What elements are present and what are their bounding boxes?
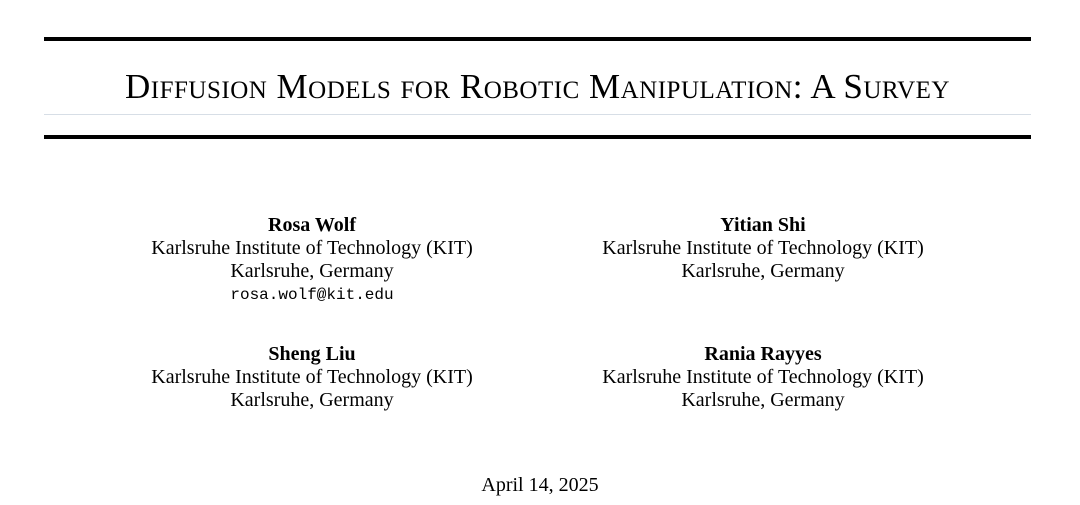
title-top-rule	[44, 37, 1031, 41]
title-underline	[44, 114, 1031, 115]
author-name: Yitian Shi	[720, 214, 806, 236]
author-email[interactable]: rosa.wolf@kit.edu	[230, 286, 394, 304]
author-block-yitian-shi	[553, 214, 973, 283]
author-block-sheng-liu	[102, 343, 522, 412]
author-affiliation: Karlsruhe Institute of Technology (KIT)	[602, 366, 924, 388]
author-affiliation: Karlsruhe Institute of Technology (KIT)	[151, 237, 473, 259]
author-location: Karlsruhe, Germany	[681, 260, 845, 282]
title-bottom-rule	[44, 135, 1031, 139]
author-affiliation: Karlsruhe Institute of Technology (KIT)	[602, 237, 924, 259]
author-name: Rosa Wolf	[268, 214, 356, 236]
author-affiliation: Karlsruhe Institute of Technology (KIT)	[151, 366, 473, 388]
author-location: Karlsruhe, Germany	[230, 260, 394, 282]
author-location: Karlsruhe, Germany	[230, 389, 394, 411]
author-block-rosa-wolf	[102, 214, 522, 308]
publication-date: April 14, 2025	[481, 474, 599, 496]
author-block-rania-rayyes	[553, 343, 973, 412]
paper-title: Diffusion Models for Robotic Manipulation: A Survey	[125, 67, 950, 106]
author-location: Karlsruhe, Germany	[681, 389, 845, 411]
author-name: Sheng Liu	[268, 343, 356, 365]
author-name: Rania Rayyes	[704, 343, 822, 365]
